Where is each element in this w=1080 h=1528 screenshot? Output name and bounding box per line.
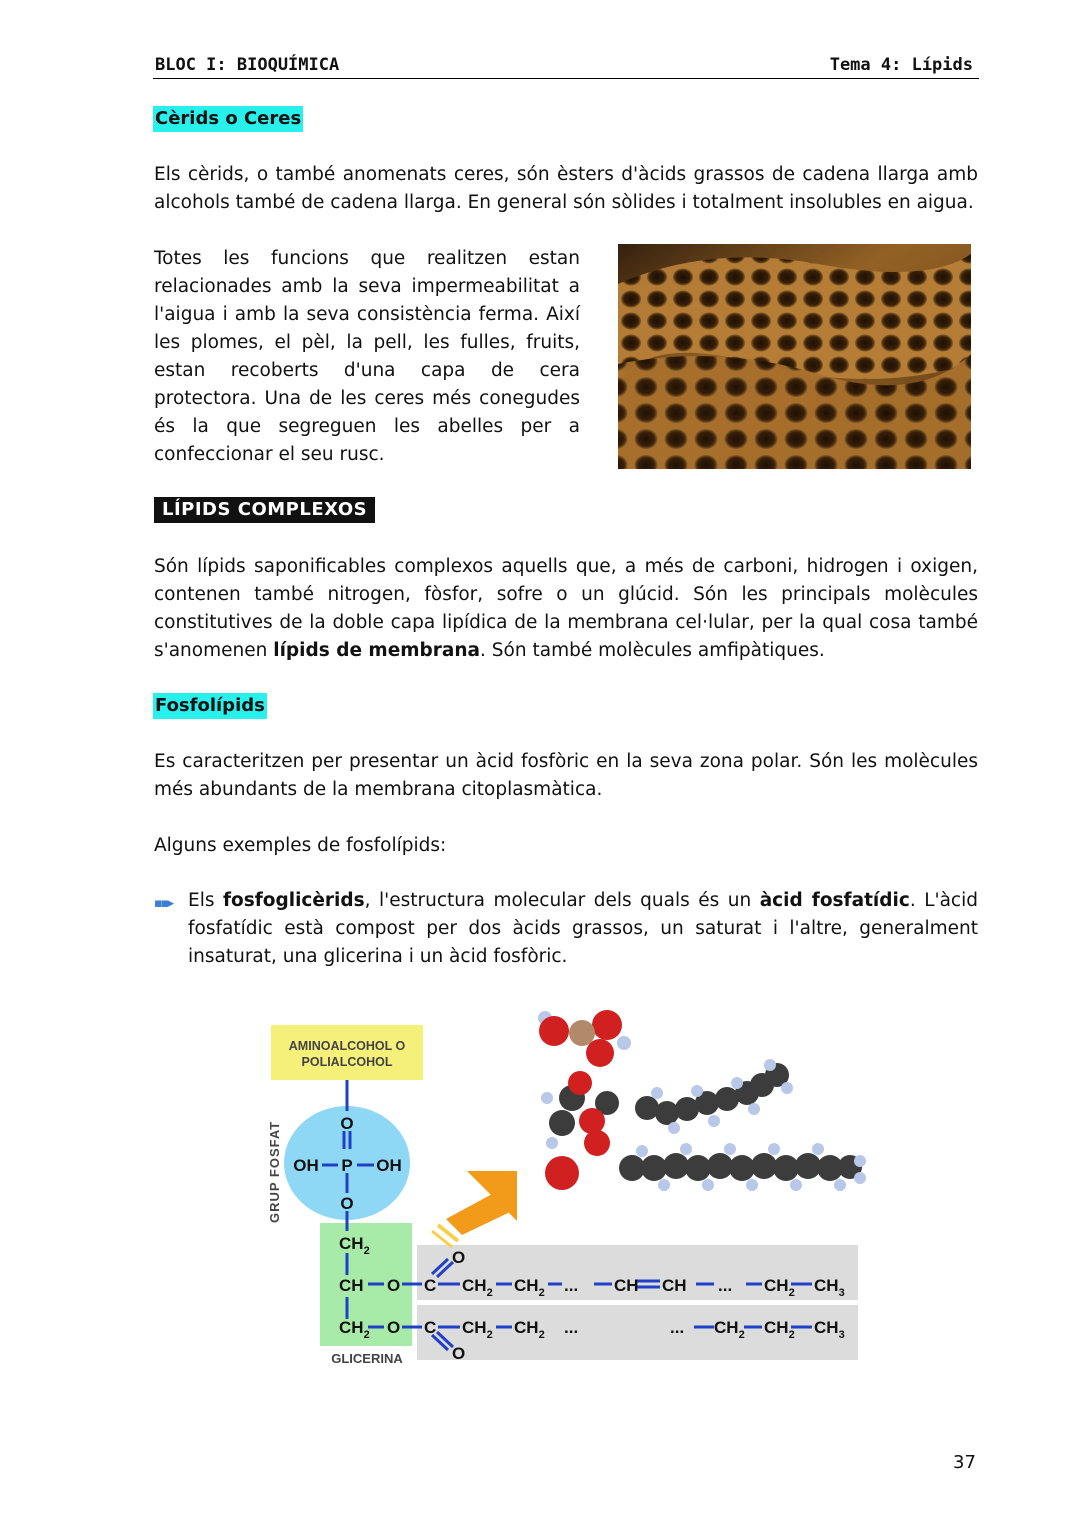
chain2-dots-a: ... <box>564 1318 579 1337</box>
carbonyl-o-2: O <box>452 1344 466 1363</box>
complex-text-end: . Són també molècules amfipàtiques. <box>480 640 825 661</box>
chain2-ch2-d: $CH_2$ <box>764 1318 795 1341</box>
page-header <box>153 53 979 79</box>
phospholipids-paragraph-1: Es caracteritzen per presentar un àcid fosfòric en la seva zona polar. Són les molècules més abundants de la membrana citoplasmàtica. <box>154 751 978 800</box>
chain1-ch-a: CH <box>614 1276 639 1295</box>
chain1-dots-a: ... <box>564 1276 579 1295</box>
carbonyl-c-2: C <box>424 1318 437 1337</box>
bullet-text-2: , l'estructura molecular dels quals és un <box>364 890 760 911</box>
ceres-paragraph-1: Els cèrids, o també anomenats ceres, són èsters d'àcids grassos de cadena llarga amb alcohols també de cadena llarga. En general són sòlides i totalment insolubles en aigua. <box>154 164 978 213</box>
ceres-paragraph-2: Totes les funcions que realitzen estan relacionades amb la seva impermeabilitat a l'aigua i amb la seva consistència ferma. Així les plomes, el pèl, la pell, les fulles, fruits, estan recoberts d'una capa de cera protectora. Una de les ceres més conegudes és la que segreguen les abelles per a confeccionar el seu rusc. <box>154 248 580 465</box>
header-block-title: BLOC I: BIOQUÍMICA <box>155 55 340 75</box>
phosphate-oh-left: OH <box>293 1156 319 1175</box>
chain1-ch2-b: $CH_2$ <box>514 1276 545 1299</box>
glycerol-ch: CH <box>339 1276 364 1295</box>
bullet-text-1: Els <box>188 890 223 911</box>
phosphoglycerides-term: fosfoglicèrids <box>222 890 365 911</box>
carbonyl-o-1: O <box>452 1248 466 1267</box>
complex-lipids-paragraph <box>154 553 978 665</box>
header-topic-title: Tema 4: Lípids <box>829 55 973 75</box>
phosphate-o-top: O <box>340 1114 354 1133</box>
section-title-ceres: Cèrids o Ceres <box>153 106 303 132</box>
phosphoglycerides-bullet <box>188 887 978 971</box>
ester-o-2: O <box>387 1318 401 1337</box>
glycerol-ch2-bottom: $CH_2$ <box>339 1318 370 1341</box>
carbonyl-c-1: C <box>424 1276 437 1295</box>
section-title-phospholipids: Fosfolípids <box>153 693 267 719</box>
glycerol-ch2-top: $CH_2$ <box>339 1234 370 1257</box>
phosphate-o-bottom: O <box>340 1194 354 1213</box>
molecular-model-image <box>538 1010 866 1191</box>
bullet-text-3: . L'àcid fosfatídic està compost per dos àcids grassos, un saturat i l'altre, generalment insaturat, una glicerina i un àcid fosfòric. <box>188 890 978 967</box>
ester-o-1: O <box>387 1276 401 1295</box>
glycerol-label: GLICERINA <box>331 1351 403 1366</box>
chain2-ch2-a: $CH_2$ <box>462 1318 493 1341</box>
chain2-ch2-b: $CH_2$ <box>514 1318 545 1341</box>
phosphatidic-acid-term: àcid fosfatídic <box>759 890 910 911</box>
orange-arrow-icon <box>432 1171 517 1247</box>
phosphate-oh-right: OH <box>376 1156 402 1175</box>
section-title-complex-lipids: LÍPIDS COMPLEXOS <box>154 497 375 523</box>
chain1-ch2-a: $CH_2$ <box>462 1276 493 1299</box>
chain2-ch3: $CH_3$ <box>814 1318 845 1341</box>
chain1-ch3: $CH_3$ <box>814 1276 845 1299</box>
phosphate-group-label: GRUP FOSFAT <box>267 1120 282 1223</box>
chain1-ch2-c: $CH_2$ <box>764 1276 795 1299</box>
chain1-ch-b: CH <box>662 1276 687 1295</box>
aminoalcohol-label-1: AMINOALCOHOL O <box>288 1039 406 1053</box>
chain2-ch2-c: $CH_2$ <box>714 1318 745 1341</box>
membrane-lipids-term: lípids de membrana <box>273 640 481 661</box>
honeycomb-image <box>618 244 971 469</box>
complex-text-start: Són lípids saponificables complexos aquells que, a més de carboni, hidrogen i oxigen, contenen també nitrogen, fòsfor, sofre o un glúcid. Són les principals molècules constitutives de la doble capa lipídica de la membrana cel·lular, per la qual cosa també s'anomenen <box>154 556 978 661</box>
aminoalcohol-label-2: POLIALCOHOL <box>301 1055 393 1069</box>
chain2-dots-b: ... <box>670 1318 685 1337</box>
phosphoglyceride-diagram <box>262 1003 872 1378</box>
bullet-arrow-icon: ▪▪▸ <box>154 896 173 911</box>
phosphate-p: P <box>341 1156 353 1175</box>
page-number: 37 <box>953 1452 976 1473</box>
chain1-dots-b: ... <box>718 1276 733 1295</box>
phospholipids-paragraph-2: Alguns exemples de fosfolípids: <box>154 835 447 856</box>
